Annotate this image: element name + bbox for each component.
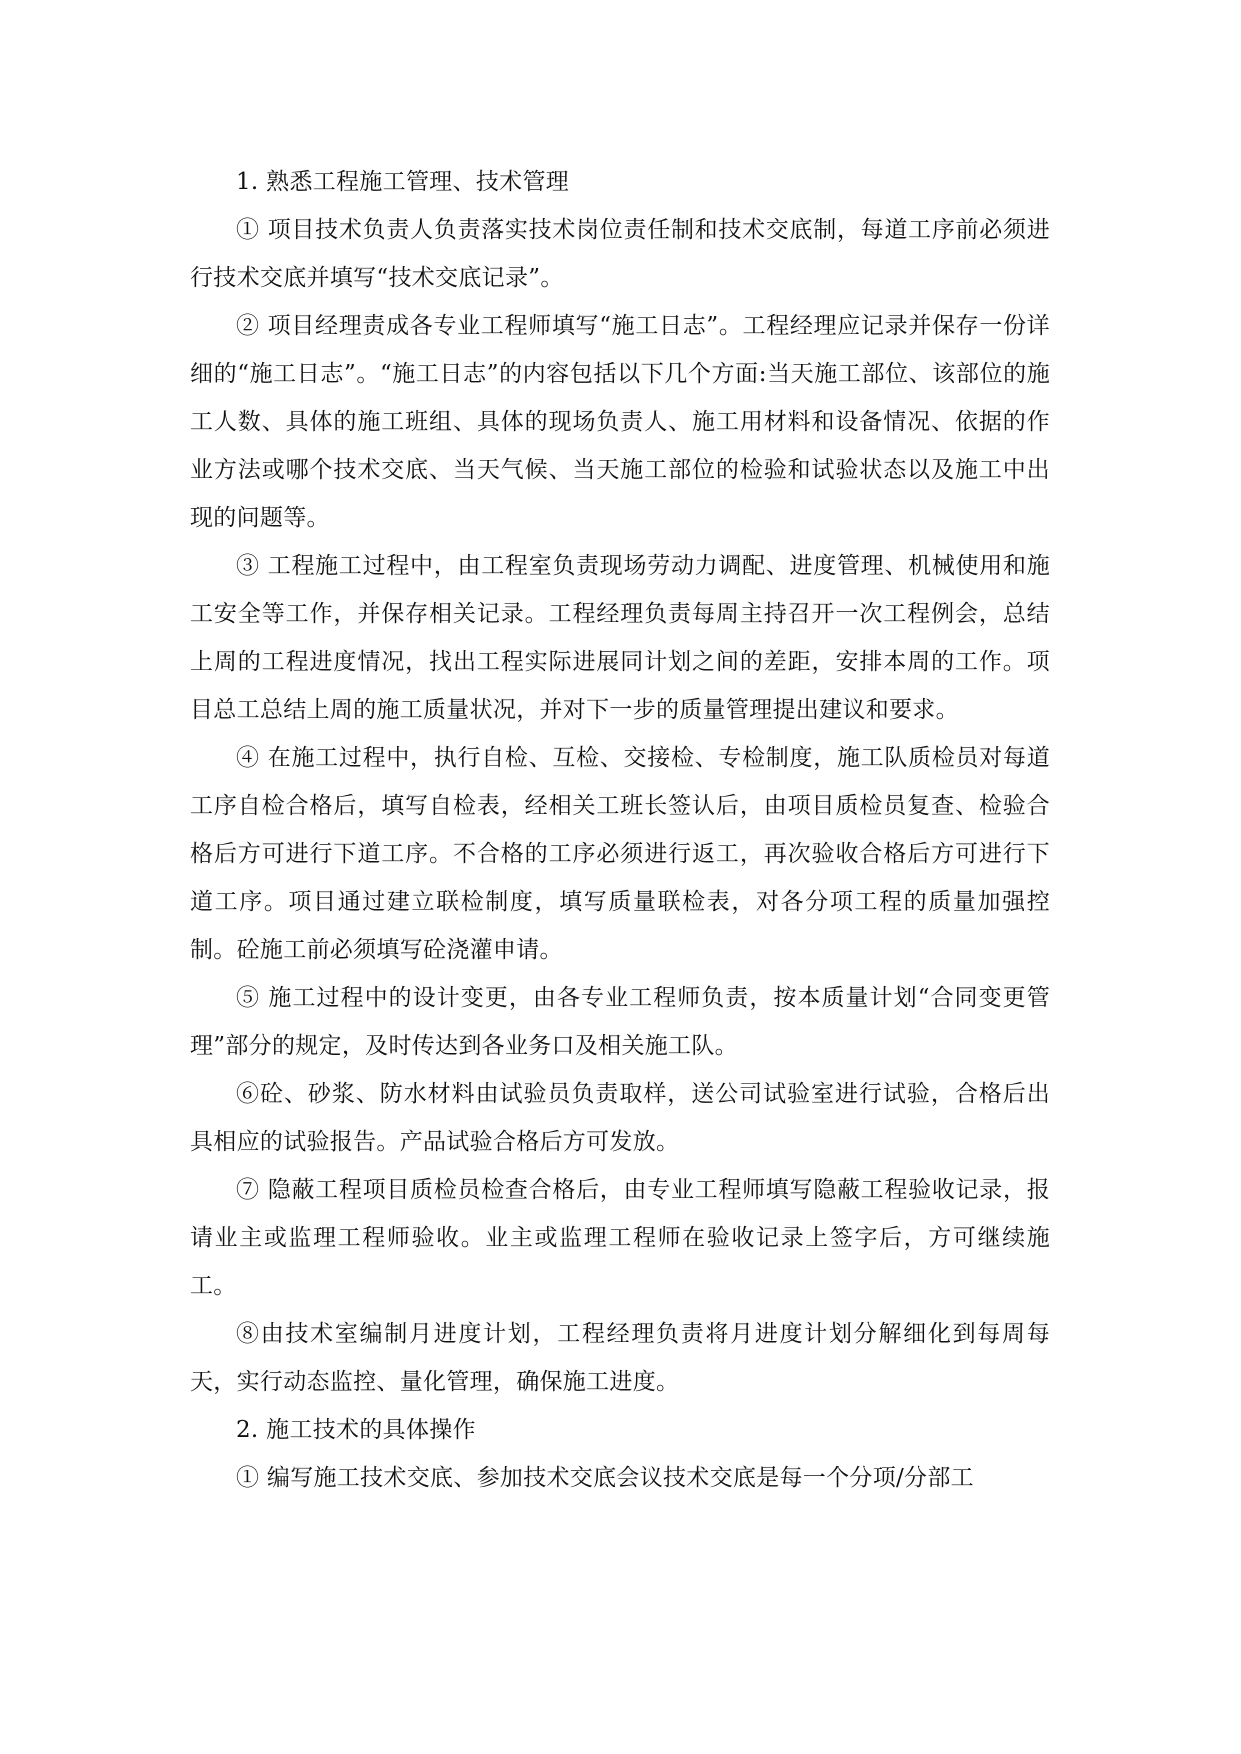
section-heading-2: 2. 施工技术的具体操作 bbox=[236, 1417, 476, 1443]
section-heading-1: 1. 熟悉工程施工管理、技术管理 bbox=[236, 169, 570, 195]
paragraph-item-1: ① 项目技术负责人负责落实技术岗位责任制和技术交底制，每道工序前必须进行技术交底并填写“技术交底记录”。 bbox=[190, 217, 1050, 291]
document-body bbox=[190, 158, 1050, 1502]
paragraph-item-3: ③ 工程施工过程中，由工程室负责现场劳动力调配、进度管理、机械使用和施工安全等工作，并保存相关记录。工程经理负责每周主持召开一次工程例会，总结上周的工程进度情况，找出工程实际进展同计划之间的差距，安排本周的工作。项目总工总结上周的施工质量状况，并对下一步的质量管理提出建议和要求。 bbox=[190, 553, 1050, 723]
paragraph-item-5: ⑤ 施工过程中的设计变更，由各专业工程师负责，按本质量计划“合同变更管理”部分的规定，及时传达到各业务口及相关施工队。 bbox=[190, 985, 1050, 1059]
paragraph-item-2-1: ① 编写施工技术交底、参加技术交底会议技术交底是每一个分项/分部工 bbox=[236, 1465, 974, 1491]
paragraph-item-8: ⑧由技术室编制月进度计划，工程经理负责将月进度计划分解细化到每周每天，实行动态监控、量化管理，确保施工进度。 bbox=[190, 1321, 1050, 1395]
paragraph-item-2: ② 项目经理责成各专业工程师填写“施工日志”。工程经理应记录并保存一份详细的“施工日志”。“施工日志”的内容包括以下几个方面:当天施工部位、该部位的施工人数、具体的施工班组、具体的现场负责人、施工用材料和设备情况、依据的作业方法或哪个技术交底、当天气候、当天施工部位的检验和试验状态以及施工中出现的问题等。 bbox=[190, 313, 1050, 531]
paragraph-item-7: ⑦ 隐蔽工程项目质检员检查合格后，由专业工程师填写隐蔽工程验收记录，报请业主或监理工程师验收。业主或监理工程师在验收记录上签字后，方可继续施工。 bbox=[190, 1177, 1050, 1299]
paragraph-item-4: ④ 在施工过程中，执行自检、互检、交接检、专检制度，施工队质检员对每道工序自检合格后，填写自检表，经相关工班长签认后，由项目质检员复查、检验合格后方可进行下道工序。不合格的工序必须进行返工，再次验收合格后方可进行下道工序。项目通过建立联检制度，填写质量联检表，对各分项工程的质量加强控制。砼施工前必须填写砼浇灌申请。 bbox=[190, 745, 1050, 963]
paragraph-item-6: ⑥砼、砂浆、防水材料由试验员负责取样，送公司试验室进行试验，合格后出具相应的试验报告。产品试验合格后方可发放。 bbox=[190, 1081, 1050, 1155]
